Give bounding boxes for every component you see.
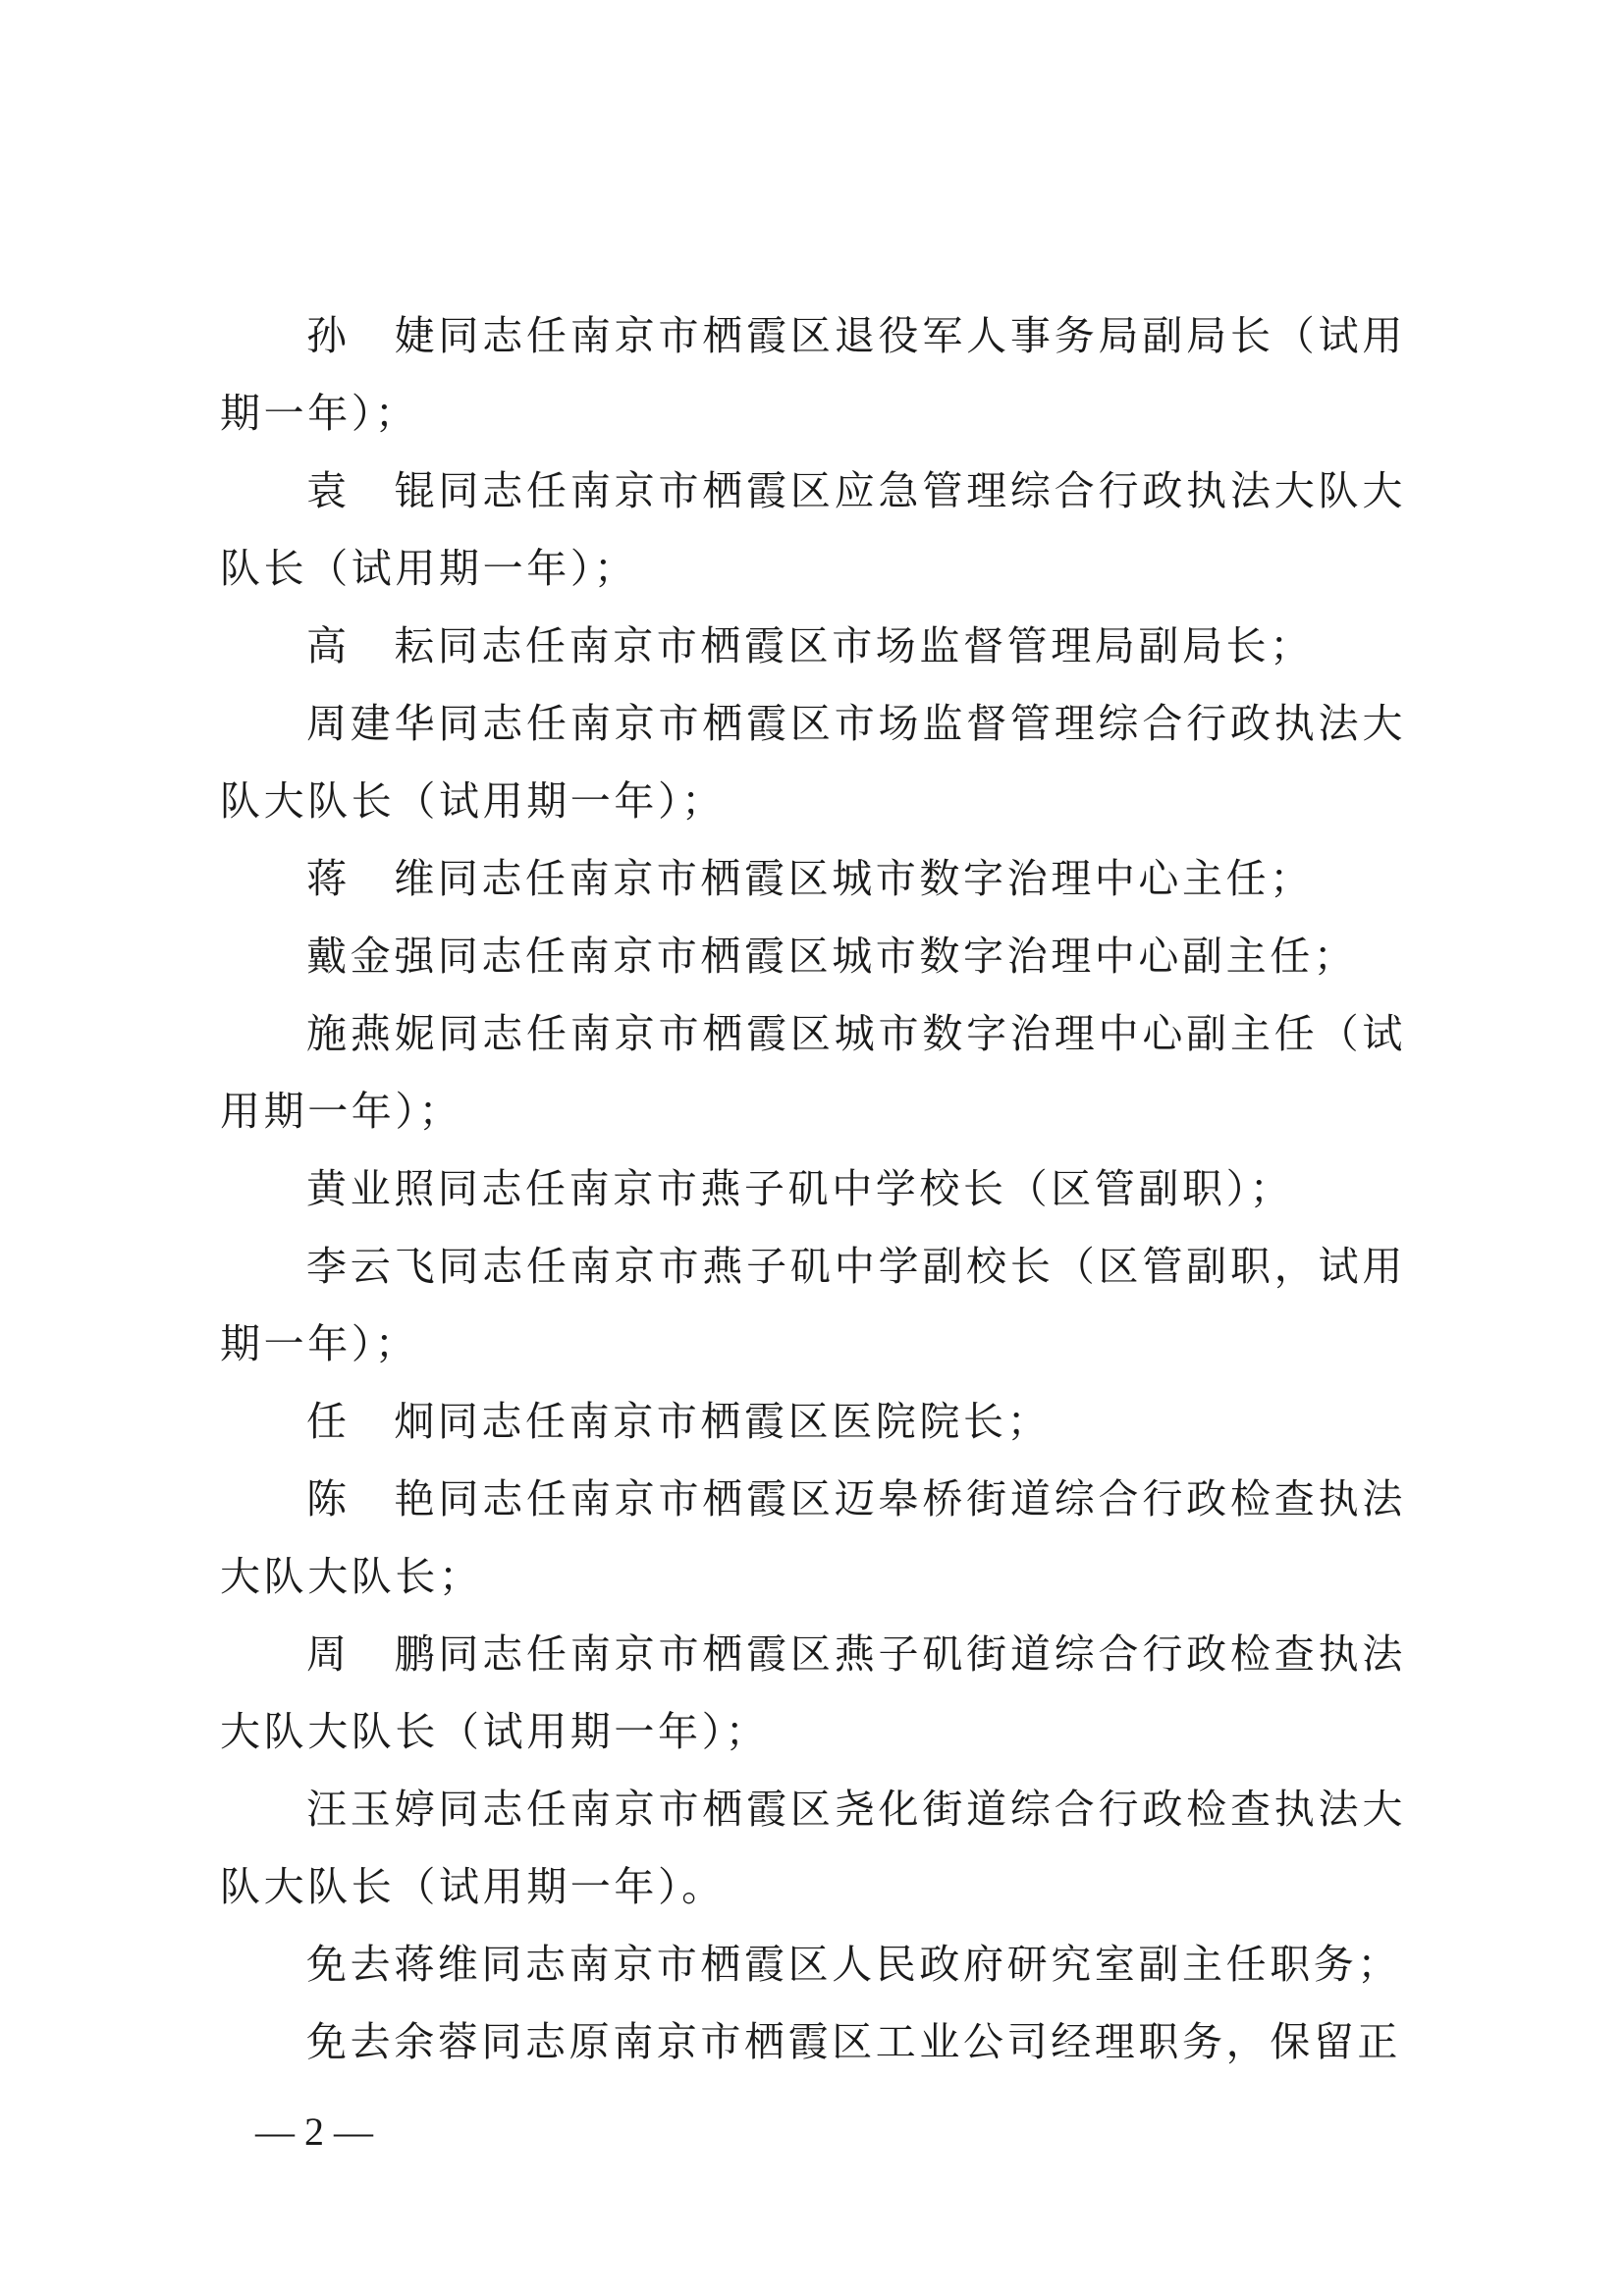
paragraph-appointment-5: 蒋 维同志任南京市栖霞区城市数字治理中心主任； — [306, 855, 1314, 902]
paragraph-appointment-2: 袁 锟同志任南京市栖霞区应急管理综合行政执法大队大队长（试用期一年）； — [220, 467, 1406, 592]
paragraph-appointment-1: 孙 婕同志任南京市栖霞区退役军人事务局副局长（试用期一年）； — [220, 312, 1406, 437]
paragraph-appointment-10: 任 炯同志任南京市栖霞区医院院长； — [306, 1398, 1052, 1445]
paragraph-appointment-7: 施燕妮同志任南京市栖霞区城市数字治理中心副主任（试用期一年）； — [220, 1010, 1406, 1135]
paragraph-appointment-13: 汪玉婷同志任南京市栖霞区尧化街道综合行政检查执法大队大队长（试用期一年）。 — [220, 1786, 1406, 1910]
document-body — [220, 297, 1406, 2081]
paragraph-removal-1: 免去蒋维同志南京市栖霞区人民政府研究室副主任职务； — [306, 1941, 1401, 1988]
paragraph-appointment-9: 李云飞同志任南京市燕子矶中学副校长（区管副职，试用期一年）； — [220, 1243, 1406, 1367]
paragraph-appointment-11: 陈 艳同志任南京市栖霞区迈皋桥街道综合行政检查执法大队大队长； — [220, 1475, 1406, 1600]
page-number: — 2 — — [255, 2109, 373, 2154]
paragraph-appointment-4: 周建华同志任南京市栖霞区市场监督管理综合行政执法大队大队长（试用期一年）； — [220, 700, 1406, 825]
paragraph-appointment-8: 黄业照同志任南京市燕子矶中学校长（区管副职）； — [306, 1165, 1294, 1212]
paragraph-appointment-3: 高 耘同志任南京市栖霞区市场监督管理局副局长； — [306, 622, 1314, 669]
paragraph-appointment-6: 戴金强同志任南京市栖霞区城市数字治理中心副主任； — [306, 933, 1358, 980]
paragraph-appointment-12: 周 鹏同志任南京市栖霞区燕子矶街道综合行政检查执法大队大队长（试用期一年）； — [220, 1630, 1406, 1755]
paragraph-removal-2: 免去余蓉同志原南京市栖霞区工业公司经理职务，保留正 — [306, 2018, 1401, 2065]
